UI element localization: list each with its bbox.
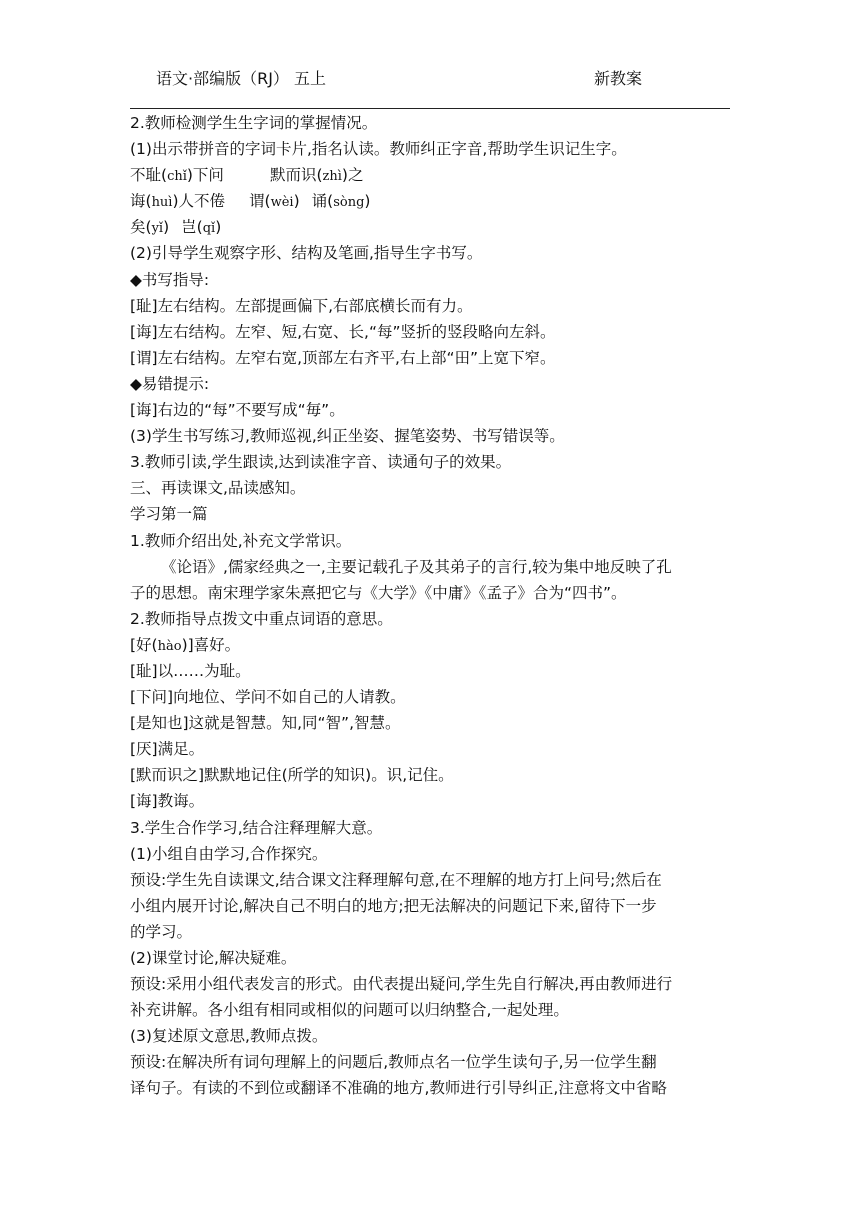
text-line: 学习第一篇 [130, 505, 208, 524]
section-label: ◆易错提示: [130, 374, 210, 393]
text-line: [耻]以……为耻。 [130, 661, 251, 680]
pinyin: sòng [333, 195, 365, 211]
pinyin-line [130, 214, 734, 240]
text-line: [厌]满足。 [130, 740, 205, 759]
text-line: [诲]左右结构。左窄、短,右宽、长,“每”竖折的竖段略向左斜。 [130, 322, 556, 341]
page-header [130, 62, 730, 109]
header-course-title: 语文·部编版（RJ） 五上 [156, 69, 327, 88]
text-line: 的学习。 [130, 922, 193, 941]
section-heading: 三、再读课文,品读感知。 [130, 479, 306, 498]
section-label: ◆书写指导: [130, 270, 210, 289]
pinyin-line [130, 188, 734, 214]
pinyin: hào [157, 638, 182, 654]
text-segment: )下问 [186, 166, 224, 185]
text-line: [谓]左右结构。左窄右宽,顶部左右齐平,右上部“田”上宽下窄。 [130, 348, 556, 367]
text-line: 3.学生合作学习,结合注释理解大意。 [130, 818, 383, 837]
text-line: 《论语》,儒家经典之一,主要记载孔子及其弟子的言行,较为集中地反映了孔 [161, 557, 672, 576]
pinyin-line [130, 162, 734, 188]
text-segment: 诵( [311, 192, 334, 211]
pinyin-line [130, 632, 734, 658]
text-line: (2)引导学生观察字形、结构及笔画,指导生字书写。 [130, 244, 483, 263]
text-line: (2)课堂讨论,解决疑难。 [130, 949, 297, 967]
text-segment: )之 [341, 166, 364, 185]
text-segment: 默而识( [269, 166, 323, 185]
text-line: [是知也]这就是智慧。知,同“智”,智慧。 [130, 714, 401, 733]
text-line: 3.教师引读,学生跟读,达到读准字音、读通句子的效果。 [130, 453, 512, 472]
text-line: [诲]教诲。 [130, 792, 205, 811]
text-segment: )人不倦 [172, 192, 226, 211]
text-line: 预设:在解决所有词句理解上的问题后,教师点名一位学生读句子,另一位学生翻 [130, 1053, 657, 1072]
text-line: 2.教师检测学生生字词的掌握情况。 [130, 114, 378, 132]
text-segment: 不耻( [130, 166, 168, 185]
text-segment: 矣( [130, 218, 152, 237]
text-segment: 诲( [130, 192, 152, 211]
text-line: (3)复述原文意思,教师点拨。 [130, 1027, 328, 1046]
text-line: (1)出示带拼音的字词卡片,指名认读。教师纠正字音,帮助学生识记生字。 [130, 140, 627, 159]
text-line: 子的思想。南宋理学家朱熹把它与《大学》《中庸》《孟子》合为“四书”。 [130, 583, 627, 602]
text-line: 2.教师指导点拨文中重点词语的意思。 [130, 609, 393, 628]
text-segment: 谓( [249, 192, 271, 211]
text-line: [诲]右边的“每”不要写成“毎”。 [130, 401, 345, 420]
header-label: 新教案 [594, 69, 643, 88]
text-line: (3)学生书写练习,教师巡视,纠正坐姿、握笔姿势、书写错误等。 [130, 427, 565, 446]
text-line: [下问]向地位、学问不如自己的人请教。 [130, 688, 406, 707]
text-segment: ) [364, 192, 371, 211]
document-body [130, 110, 734, 1102]
pinyin: qǐ [202, 221, 216, 237]
text-segment: ) [163, 218, 170, 237]
text-line: 预设:学生先自读课文,结合课文注释理解句意,在不理解的地方打上问号;然后在 [130, 870, 662, 889]
text-line: [默而识之]默默地记住(所学的知识)。识,记住。 [130, 766, 454, 785]
text-segment: )]喜好。 [181, 635, 241, 654]
text-segment: ) [215, 218, 222, 237]
text-line: [耻]左右结构。左部提画偏下,右部底横长而有力。 [130, 296, 473, 315]
text-segment: [好( [130, 635, 158, 654]
pinyin: wèi [270, 195, 294, 211]
text-line: 预设:采用小组代表发言的形式。由代表提出疑问,学生先自行解决,再由教师进行 [130, 975, 673, 994]
text-line: 补充讲解。各小组有相同或相似的问题可以归纳整合,一起处理。 [130, 1001, 569, 1020]
text-segment: ) [293, 192, 300, 211]
text-line: 译句子。有读的不到位或翻译不准确的地方,教师进行引导纠正,注意将文中省略 [130, 1079, 667, 1098]
pinyin: huì [151, 195, 173, 211]
text-line: 小组内展开讨论,解决自己不明白的地方;把无法解决的问题记下来,留待下一步 [130, 896, 657, 915]
pinyin: yǐ [151, 221, 164, 237]
text-segment: 岂( [181, 218, 203, 237]
text-line: 1.教师介绍出处,补充文学常识。 [130, 531, 352, 550]
text-line: (1)小组自由学习,合作探究。 [130, 844, 328, 863]
pinyin: zhì [322, 169, 342, 185]
pinyin: chǐ [167, 169, 187, 185]
